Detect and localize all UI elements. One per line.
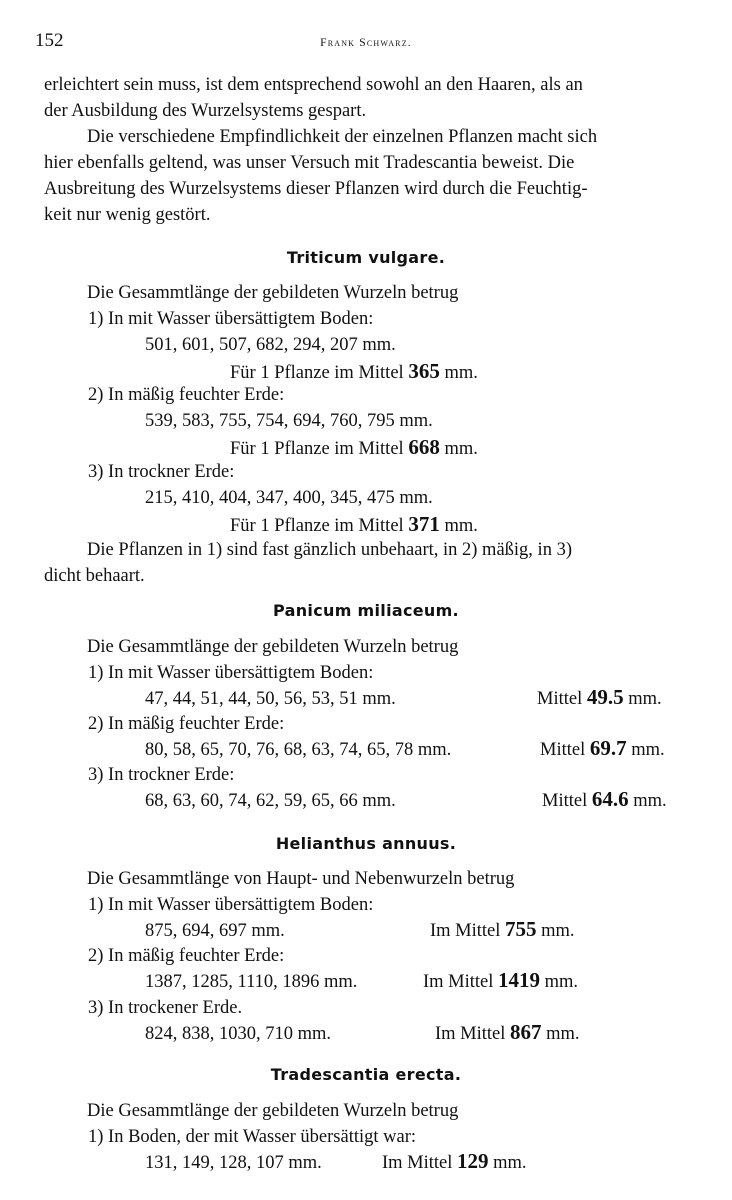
mean-value: 755 xyxy=(505,917,537,941)
paragraph-line: Ausbreitung des Wurzelsystems dieser Pflanzen wird durch die Feuchtig- xyxy=(44,179,588,199)
measurements: 131, 149, 128, 107 mm. xyxy=(145,1153,322,1173)
mean-label: Mittel xyxy=(537,689,583,709)
measurements: 47, 44, 51, 44, 50, 56, 53, 51 mm. xyxy=(145,689,396,709)
measurements: 539, 583, 755, 754, 694, 760, 795 mm. xyxy=(145,411,433,431)
condition-label: 1) In mit Wasser übersättigtem Boden: xyxy=(88,309,374,329)
mean-label: Mittel xyxy=(542,791,588,811)
mean-value: 1419 xyxy=(498,968,541,992)
mean-unit: mm. xyxy=(444,439,478,459)
mean-line xyxy=(382,1150,527,1174)
mean-label: Im Mittel xyxy=(430,921,501,941)
measurements: 215, 410, 404, 347, 400, 345, 475 mm. xyxy=(145,488,433,508)
mean-line xyxy=(230,360,478,384)
section-heading: Panicum miliaceum. xyxy=(273,601,459,620)
condition-label: 3) In trockner Erde: xyxy=(88,462,235,482)
section-intro: Die Gesammtlänge von Haupt- und Nebenwurzeln betrug xyxy=(87,869,515,889)
mean-unit: mm. xyxy=(544,972,579,992)
mean-value: 371 xyxy=(408,512,440,536)
mean-label: Im Mittel xyxy=(382,1153,453,1173)
condition-label: 1) In Boden, der mit Wasser übersättigt war: xyxy=(88,1127,417,1147)
section-intro: Die Gesammtlänge der gebildeten Wurzeln betrug xyxy=(87,1101,459,1121)
mean-unit: mm. xyxy=(546,1024,580,1044)
mean-unit: mm. xyxy=(444,516,478,536)
mean-unit: mm. xyxy=(444,363,478,383)
measurements: 501, 601, 507, 682, 294, 207 mm. xyxy=(145,335,396,355)
condition-label: 3) In trockener Erde. xyxy=(88,998,243,1018)
condition-label: 2) In mäßig feuchter Erde: xyxy=(88,946,285,966)
section-intro: Die Gesammtlänge der gebildeten Wurzeln betrug xyxy=(87,637,459,657)
mean-value: 64.6 xyxy=(591,787,629,811)
mean-unit: mm. xyxy=(633,791,667,811)
mean-unit: mm. xyxy=(628,689,662,709)
section-intro: Die Gesammtlänge der gebildeten Wurzeln betrug xyxy=(87,283,459,303)
measurements: 824, 838, 1030, 710 mm. xyxy=(145,1024,332,1044)
section-heading: Helianthus annuus. xyxy=(275,834,457,853)
mean-unit: mm. xyxy=(493,1153,527,1173)
mean-value: 668 xyxy=(408,435,440,459)
mean-value: 69.7 xyxy=(589,736,627,760)
measurements: 80, 58, 65, 70, 76, 68, 63, 74, 65, 78 mm. xyxy=(145,740,452,760)
mean-line xyxy=(430,918,575,942)
measurements: 875, 694, 697 mm. xyxy=(145,921,285,941)
condition-label: 2) In mäßig feuchter Erde: xyxy=(88,714,285,734)
paragraph-line: keit nur wenig gestört. xyxy=(44,205,211,225)
mean-line xyxy=(542,788,667,812)
section-heading: Tradescantia erecta. xyxy=(270,1065,462,1084)
paragraph-line: erleichtert sein muss, ist dem entsprechend sowohl an den Haaren, als an xyxy=(44,75,583,95)
mean-label: Mittel xyxy=(540,740,586,760)
mean-label: Für 1 Pflanze im Mittel xyxy=(230,516,404,536)
condition-label: 1) In mit Wasser übersättigtem Boden: xyxy=(88,663,374,683)
paragraph-line: hier ebenfalls geltend, was unser Versuch mit Tradescantia beweist. Die xyxy=(44,153,575,173)
mean-value: 365 xyxy=(408,359,440,383)
mean-label: Für 1 Pflanze im Mittel xyxy=(230,439,404,459)
mean-label: Im Mittel xyxy=(435,1024,506,1044)
mean-line xyxy=(230,436,478,460)
condition-label: 3) In trockner Erde: xyxy=(88,765,235,785)
condition-label: 1) In mit Wasser übersättigtem Boden: xyxy=(88,895,374,915)
paragraph-line: Die verschiedene Empfindlichkeit der einzelnen Pflanzen macht sich xyxy=(87,127,598,147)
running-head: Frank Schwarz. xyxy=(320,37,412,49)
mean-line xyxy=(230,513,478,537)
page-number: 152 xyxy=(35,30,64,51)
section-note: dicht behaart. xyxy=(44,566,145,586)
measurements: 68, 63, 60, 74, 62, 59, 65, 66 mm. xyxy=(145,791,396,811)
mean-line xyxy=(435,1021,580,1045)
mean-line xyxy=(423,969,578,993)
section-heading: Triticum vulgare. xyxy=(286,248,446,267)
measurements: 1387, 1285, 1110, 1896 mm. xyxy=(145,972,358,992)
mean-value: 867 xyxy=(510,1020,542,1044)
section-note: Die Pflanzen in 1) sind fast gänzlich unbehaart, in 2) mäßig, in 3) xyxy=(87,540,572,560)
mean-unit: mm. xyxy=(631,740,665,760)
mean-label: Für 1 Pflanze im Mittel xyxy=(230,363,404,383)
mean-line xyxy=(540,737,665,761)
mean-label: Im Mittel xyxy=(423,972,494,992)
mean-line xyxy=(537,686,662,710)
mean-value: 49.5 xyxy=(586,685,624,709)
condition-label: 2) In mäßig feuchter Erde: xyxy=(88,385,285,405)
paragraph-line: der Ausbildung des Wurzelsystems gespart. xyxy=(44,101,367,121)
mean-unit: mm. xyxy=(541,921,575,941)
mean-value: 129 xyxy=(457,1149,489,1173)
